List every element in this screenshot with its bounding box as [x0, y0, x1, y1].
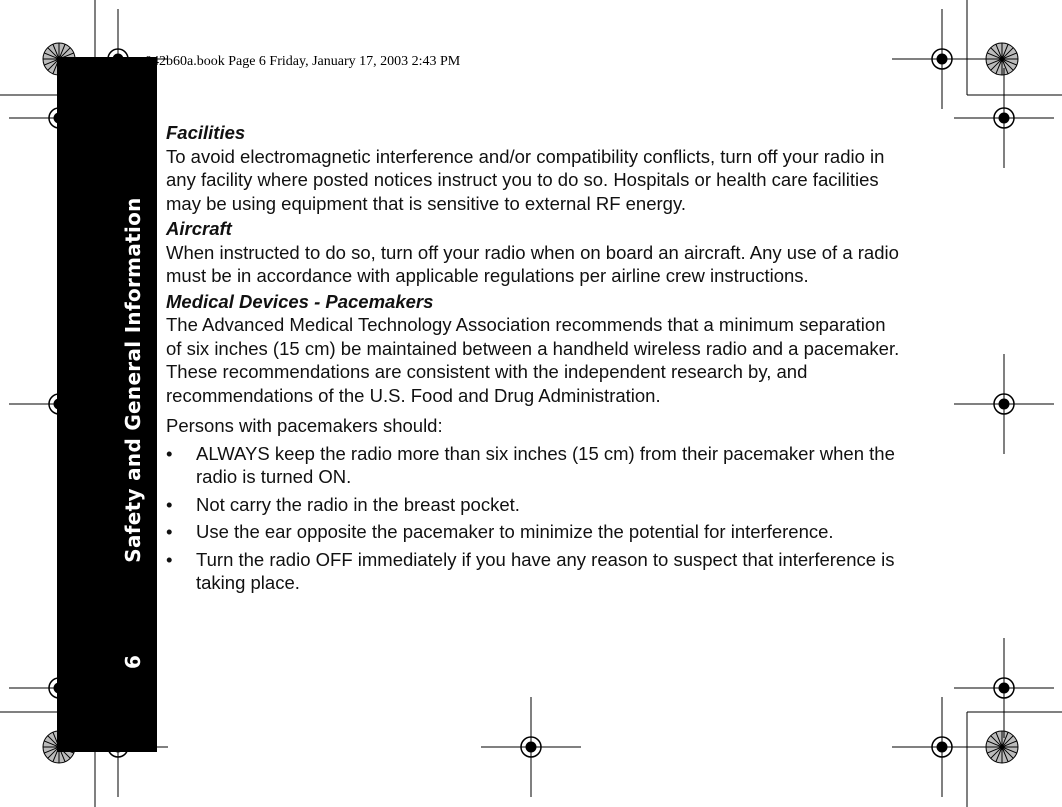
list-item-text: Use the ear opposite the pacemaker to minimize the potential for interference.	[196, 521, 834, 542]
section-facilities	[166, 121, 906, 215]
registration-mark-icon	[954, 68, 1054, 168]
list-item-text: ALWAYS keep the radio more than six inches (15 cm) from their pacemaker when the radio is turned ON.	[196, 442, 895, 487]
registration-mark-icon	[954, 638, 1054, 738]
print-slug: 042b60a.book Page 6 Friday, January 17, 2003 2:43 PM	[145, 54, 461, 69]
list-item-text: Not carry the radio in the breast pocket.	[196, 493, 520, 515]
section-aircraft	[166, 217, 906, 288]
section-medical-devices	[166, 290, 906, 408]
registration-mark-icon	[892, 9, 992, 109]
page-content	[166, 121, 906, 599]
bullet-icon: •	[166, 548, 173, 570]
list-item	[166, 548, 906, 595]
section-heading: Medical Devices - Pacemakers	[166, 290, 434, 312]
bullet-icon: •	[166, 442, 173, 464]
persons-intro: Persons with pacemakers should:	[166, 415, 443, 436]
list-item	[166, 493, 906, 517]
list-item-text: Turn the radio OFF immediately if you have any reason to suspect that interference is taking place.	[196, 548, 895, 593]
bullet-icon: •	[166, 493, 173, 515]
section-heading: Aircraft	[166, 218, 232, 239]
section-body: To avoid electromagnetic interference and/or compatibility conflicts, turn off your radio in any facility where posted notices instruct you to do so. Hospitals or health care facilities may be using equipment that is sensitive to external RF energy.	[166, 145, 885, 214]
section-heading: Facilities	[166, 122, 246, 143]
side-tab-title: Safety and General Information	[121, 197, 145, 563]
bullet-list	[166, 442, 906, 595]
registration-mark-icon	[481, 697, 581, 797]
page-number: 6	[121, 655, 145, 669]
list-item	[166, 520, 906, 544]
list-item	[166, 442, 906, 489]
bullet-icon: •	[166, 521, 173, 542]
section-body: The Advanced Medical Technology Association recommends that a minimum separation of six inches (15 cm) be maintained between a handheld wireless radio and a pacemaker. These recommendations are consistent with the independent research by, and recommendations of the U.S. Food and Drug Administration.	[166, 314, 900, 406]
section-body: When instructed to do so, turn off your radio when on board an aircraft. Any use of a radio must be in accordance with applicable regulations per airline crew instructions.	[166, 241, 899, 286]
registration-mark-icon	[954, 354, 1054, 454]
